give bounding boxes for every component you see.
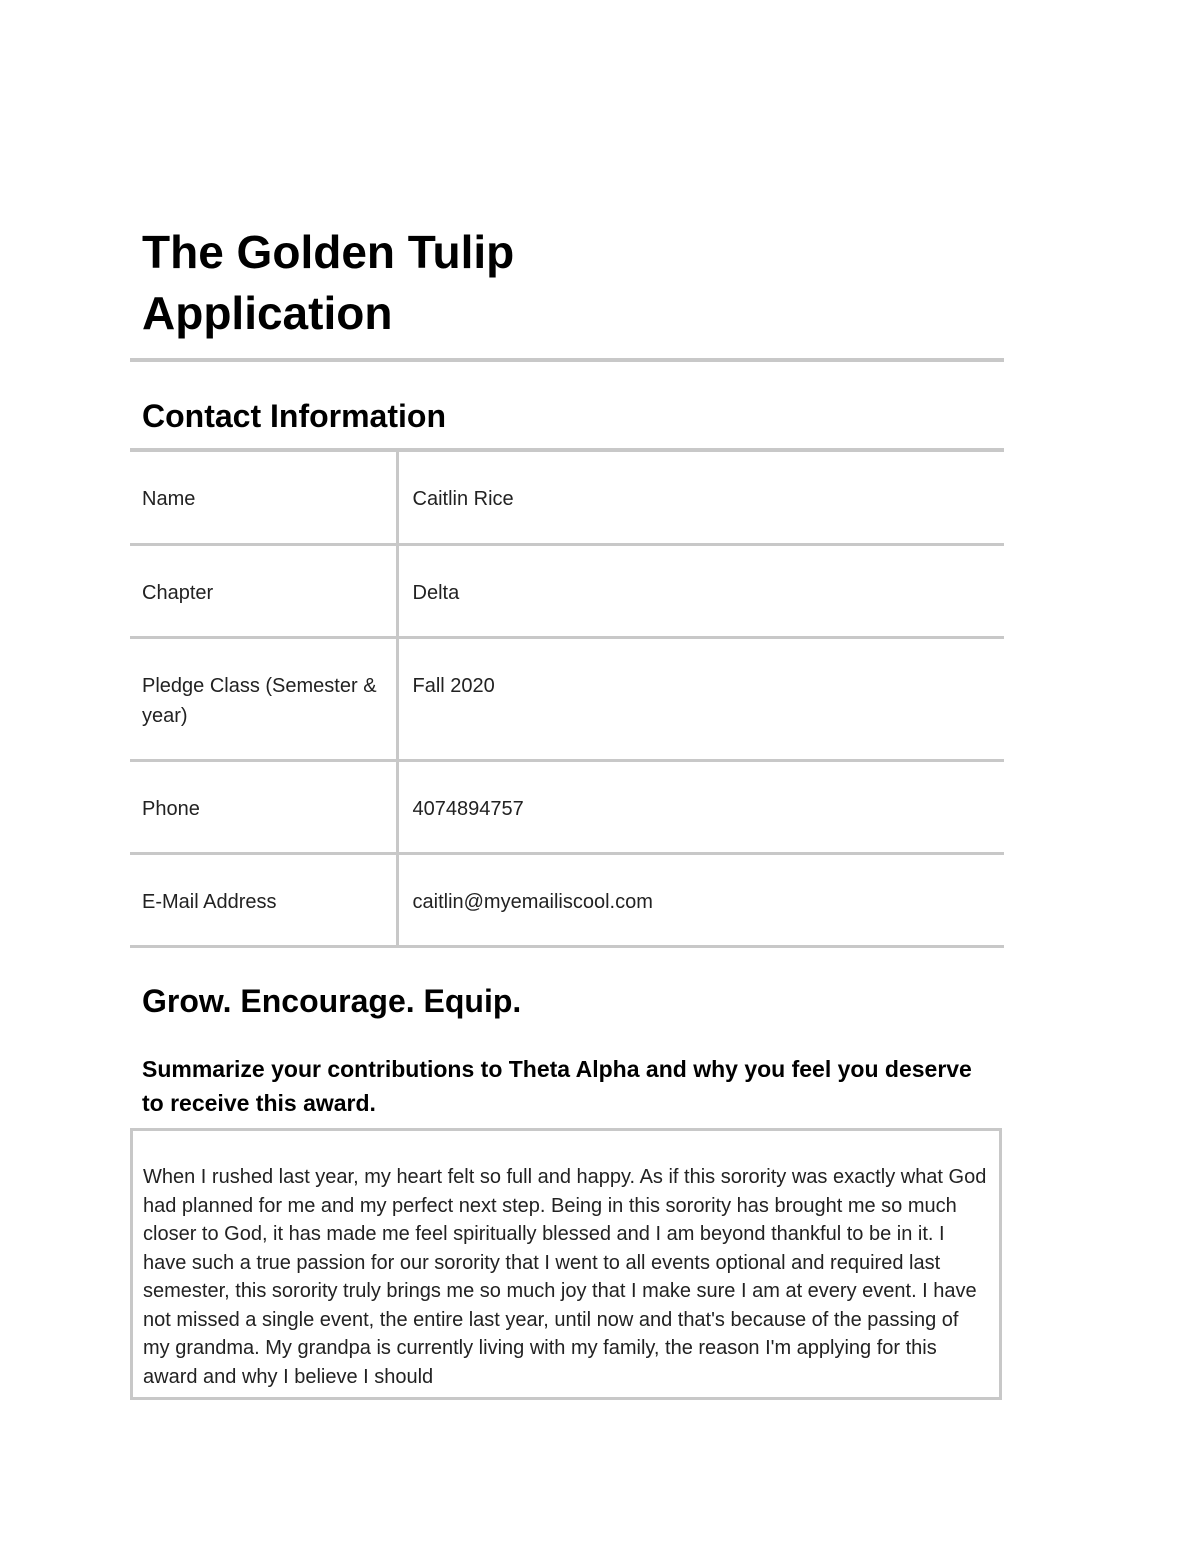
table-row [130,853,1004,946]
answer-box [130,1128,1002,1400]
contact-table [130,448,1004,948]
title-line-1: The Golden Tulip [142,226,515,278]
table-row [130,544,1004,637]
answer-text: When I rushed last year, my heart felt so full and happy. As if this sorority was exactly what God had planned for me and my perfect next step. Being in this sorority has brought me so much closer to God, it has made me feel spiritually blessed and I am beyond thankful to be in it. I have such a true passion for our sorority that I went to all events optional and required last semester, this sorority truly brings me so much joy that I make sure I am at every event. I have not missed a single event, the entire last year, until now and that's because of the passing of my grandma. My grandpa is currently living with my family, the reason I'm applying for this award and why I believe I should [143,1166,987,1388]
contribution-question: Summarize your contributions to Theta Alpha and why you feel you deserve to receive this award. [142,1056,972,1116]
title-divider [130,358,1004,362]
phone-value: 4074894757 [397,760,1004,853]
email-label: E-Mail Address [130,853,397,946]
table-row [130,760,1004,853]
title-line-2: Application [142,287,393,339]
table-row [130,637,1004,760]
table-row [130,450,1004,544]
name-label: Name [130,450,397,544]
chapter-label: Chapter [130,544,397,637]
pledge-class-label: Pledge Class (Semester & year) [130,637,397,760]
grow-encourage-equip-heading: Grow. Encourage. Equip. [142,983,522,1019]
chapter-value: Delta [397,544,1004,637]
name-value: Caitlin Rice [397,450,1004,544]
phone-label: Phone [130,760,397,853]
document-title [142,222,742,344]
email-value: caitlin@myemailiscool.com [397,853,1004,946]
contact-heading: Contact Information [142,398,446,434]
pledge-class-value: Fall 2020 [397,637,1004,760]
